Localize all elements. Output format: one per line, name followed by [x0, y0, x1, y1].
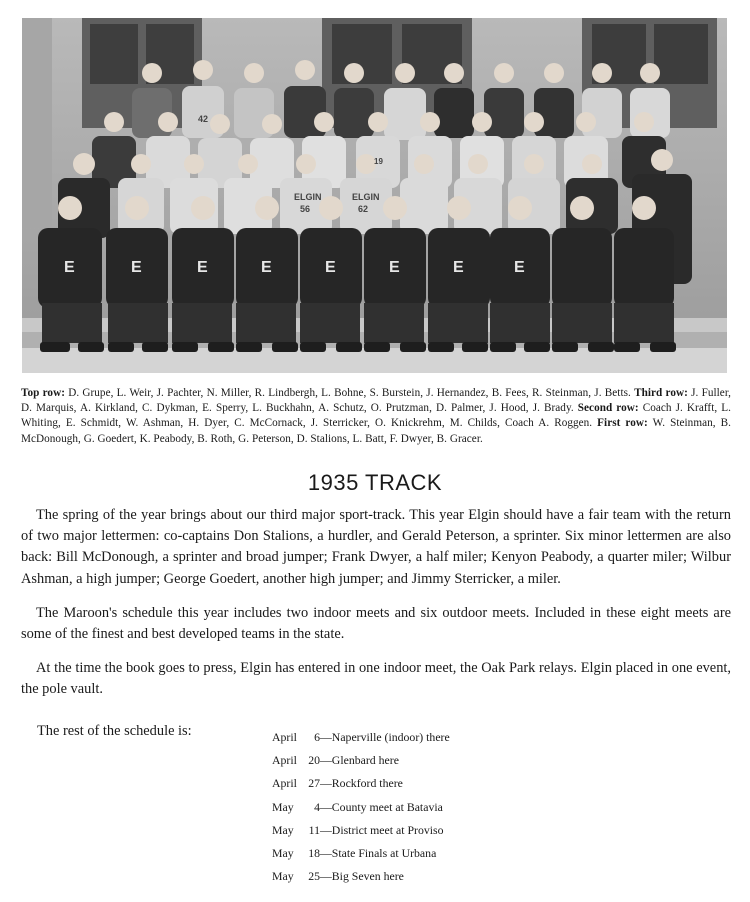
photo-caption: [21, 386, 731, 447]
schedule-month: April: [272, 753, 297, 768]
caption-group-label: Third row:: [634, 387, 688, 399]
schedule-label: The rest of the schedule is:: [37, 723, 192, 739]
caption-group-names: W. Steinman, B. McDonough, G. Goedert, K. Peabody, B. Roth, G. Peterson, D. Stalions, L. Batt, F. Dwyer, B. Gracer.: [21, 417, 731, 445]
schedule-row: [272, 749, 450, 772]
schedule-day: 6: [314, 730, 320, 744]
paragraph: At the time the book goes to press, Elgin has entered in one indoor meet, the Oak Park relays. Elgin placed in one event, the pole vault.: [21, 660, 731, 698]
schedule-day: 4: [314, 799, 320, 814]
schedule-row: [272, 865, 450, 888]
team-photo-icon: [22, 18, 727, 373]
schedule-event: —Rockford there: [320, 776, 403, 791]
svg-text:E: E: [514, 259, 525, 276]
caption-group-label: First row:: [597, 417, 648, 430]
schedule-event: —State Finals at Urbana: [320, 846, 437, 861]
schedule-month: May: [272, 846, 294, 861]
jersey-text: 62: [358, 204, 369, 214]
jersey-text: ELGIN: [294, 192, 322, 202]
schedule-list: [272, 726, 450, 888]
svg-text:E: E: [131, 259, 142, 276]
svg-text:E: E: [453, 259, 464, 276]
jersey-text: 19: [374, 157, 383, 166]
caption-group-names: J. Fuller, D. Marquis, A. Kirkland, C. Dykman, E. Sperry, L. Buckhahn, A. Schutz, O. Prutzman, D. Palmer, J. Hood, J. Brady.: [21, 387, 731, 415]
article-body: [21, 505, 731, 714]
jersey-text: 56: [300, 204, 311, 214]
schedule-day: 27: [308, 776, 320, 791]
schedule-row: [272, 842, 450, 865]
caption-group-label: Second row:: [577, 402, 639, 415]
jersey-text: 42: [198, 114, 209, 124]
schedule-month: May: [272, 822, 294, 837]
schedule-day: 25: [308, 869, 320, 884]
schedule-event: —Big Seven here: [320, 869, 404, 884]
schedule-event: —County meet at Batavia: [320, 799, 443, 814]
schedule-month: April: [272, 776, 297, 791]
svg-text:E: E: [197, 259, 208, 276]
schedule-month: April: [272, 730, 297, 744]
schedule-event: —District meet at Proviso: [320, 822, 444, 837]
paragraph: The spring of the year brings about our third major sport-track. This year Elgin should have a fair team with the return of two major lettermen: co-captains Don Stalions, a hurdler, and Gerald Peterson, a sprinter. Six minor lettermen are also back: Bill McDonough, a sprinter and broad jumper; Frank Dwyer, a half miler; Kenyon Peabody, a quarter miler; Wilbur Ashman, a high jumper; George Goedert, another high jumper; and Jimmy Sterricker, a miler.: [21, 507, 731, 587]
schedule-month: May: [272, 799, 294, 814]
schedule-event: —Glenbard here: [320, 753, 399, 768]
svg-text:E: E: [64, 259, 75, 276]
caption-group-names: Coach J. Krafft, L. Whiting, E. Schmidt, W. Ashman, H. Dyer, C. McCornack, J. Sterricker, O. Knickrehm, M. Childs, Coach A. Roggen.: [21, 402, 731, 430]
svg-text:E: E: [325, 259, 336, 276]
schedule-row: [272, 726, 450, 749]
svg-text:E: E: [389, 259, 400, 276]
schedule-row: [272, 772, 450, 795]
team-photo: [22, 18, 727, 373]
schedule-row: [272, 796, 450, 819]
jersey-text: ELGIN: [352, 192, 380, 202]
schedule-day: 11: [308, 822, 320, 837]
svg-text:E: E: [261, 259, 272, 276]
schedule-event: —Naperville (indoor) there: [320, 730, 450, 744]
caption-group-names: D. Grupe, L. Weir, J. Pachter, N. Miller, R. Lindbergh, L. Bohne, S. Burstein, J. Hernandez, B. Fees, R. Steinman, J. Betts.: [68, 387, 631, 399]
schedule-row: [272, 819, 450, 842]
schedule-month: May: [272, 869, 294, 884]
paragraph: The Maroon's schedule this year includes two indoor meets and six outdoor meets. Included in these eight meets are some of the finest and best developed teams in the state.: [21, 604, 731, 643]
schedule-day: 18: [308, 846, 320, 861]
caption-group-label: Top row:: [21, 387, 65, 399]
page-title: 1935 TRACK: [307, 470, 443, 495]
schedule-day: 20: [308, 753, 320, 768]
